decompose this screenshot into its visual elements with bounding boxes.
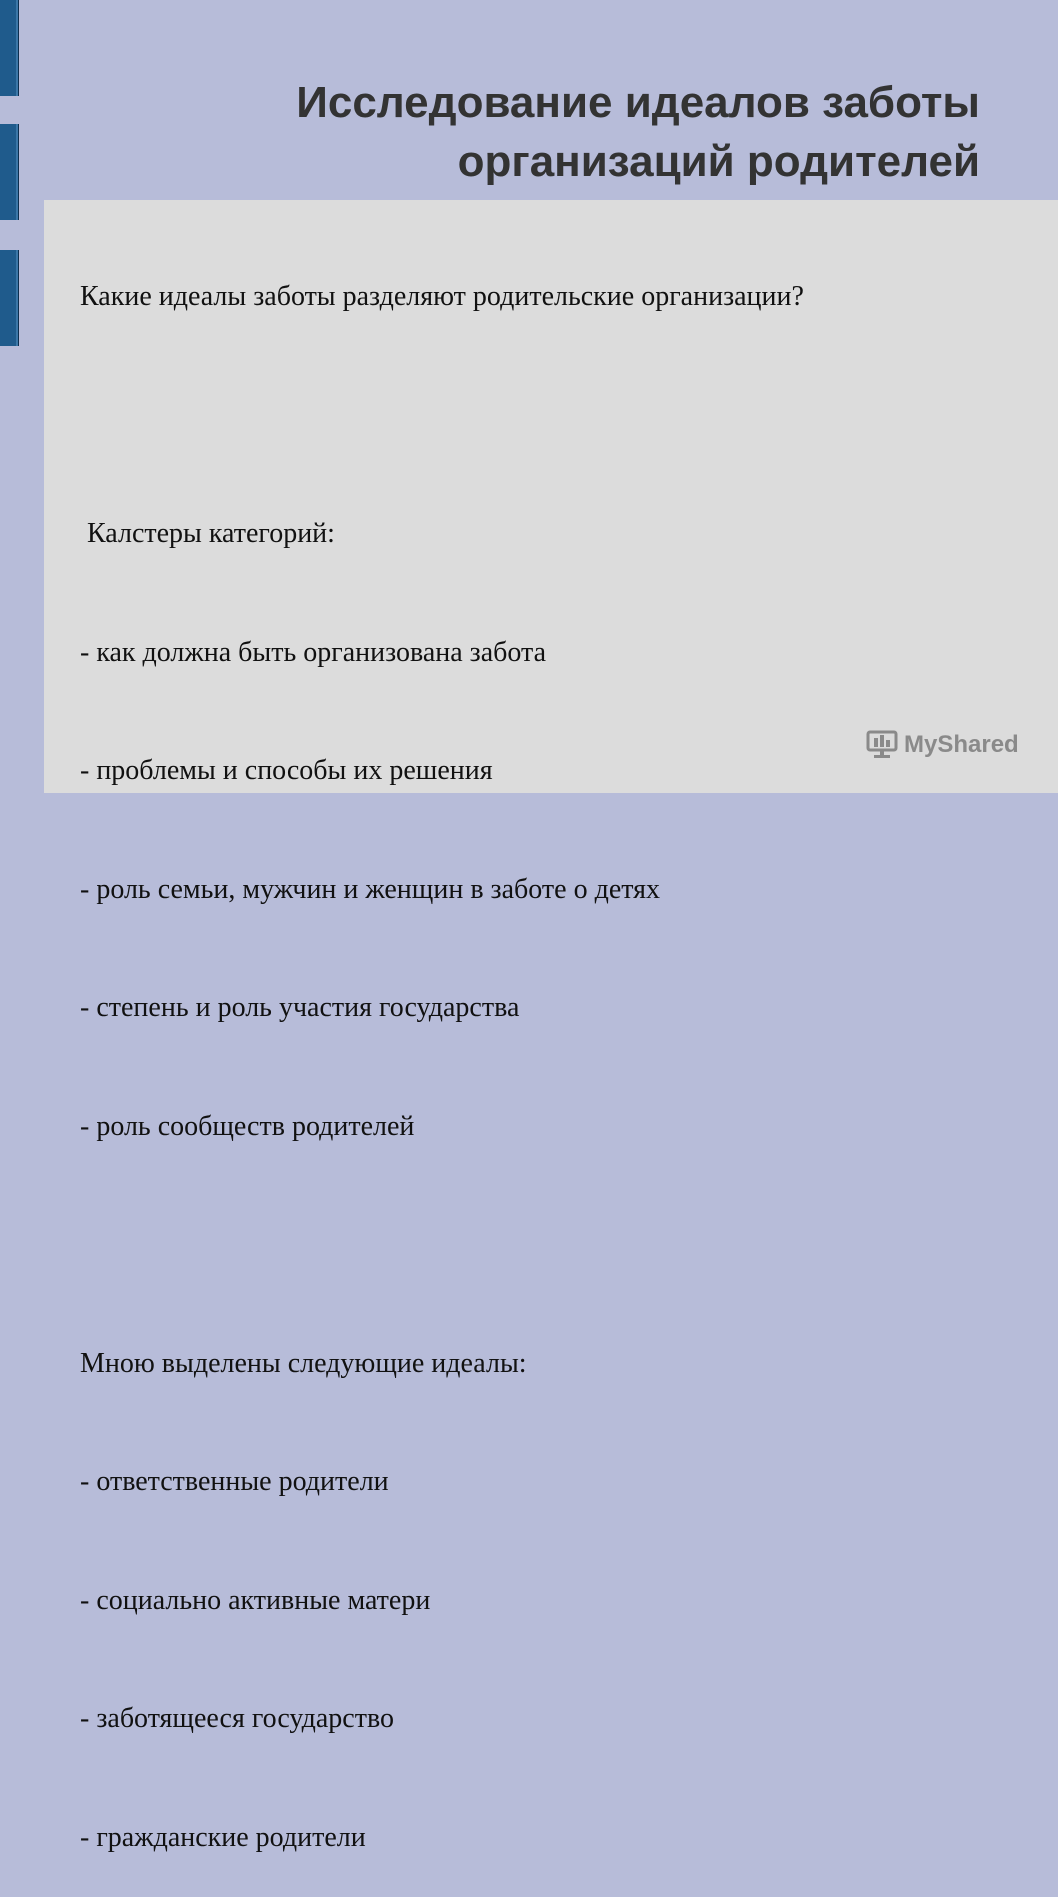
- watermark: [866, 730, 1019, 760]
- slide-body: [80, 198, 1040, 1897]
- cluster-item: - проблемы и способы их решения: [80, 755, 493, 786]
- cluster-item: - роль сообществ родителей: [80, 1110, 415, 1142]
- blank-line: [80, 1225, 1040, 1265]
- myshared-logo-icon: [866, 730, 900, 760]
- slide-title: [296, 73, 980, 191]
- side-bar-bottom: [0, 250, 19, 346]
- watermark-text: MyShared: [904, 731, 1019, 758]
- cluster-item: - роль семьи, мужчин и женщин в заботе о детях: [80, 873, 660, 905]
- clusters-heading: Калстеры категорий:: [80, 518, 335, 549]
- ideal-item: - социально активные матери: [80, 1584, 431, 1616]
- cluster-item: - как должна быть организована забота: [80, 636, 547, 668]
- ideals-heading: Мною выделены следующие идеалы:: [80, 1347, 527, 1379]
- side-bar-top: [0, 0, 19, 96]
- cluster-item: - степень и роль участия государства: [80, 992, 520, 1023]
- ideal-item: - ответственные родители: [80, 1466, 389, 1497]
- title-line-2: организаций родителей: [457, 137, 980, 186]
- title-line-1: Исследование идеалов заботы: [296, 78, 980, 127]
- side-bar-middle: [0, 124, 19, 220]
- blank-line: [80, 396, 1040, 436]
- ideal-item: - заботящееся государство: [80, 1703, 395, 1734]
- question-line: Какие идеалы заботы разделяют родительские организации?: [80, 281, 804, 312]
- ideal-item: - гражданские родители: [80, 1821, 366, 1853]
